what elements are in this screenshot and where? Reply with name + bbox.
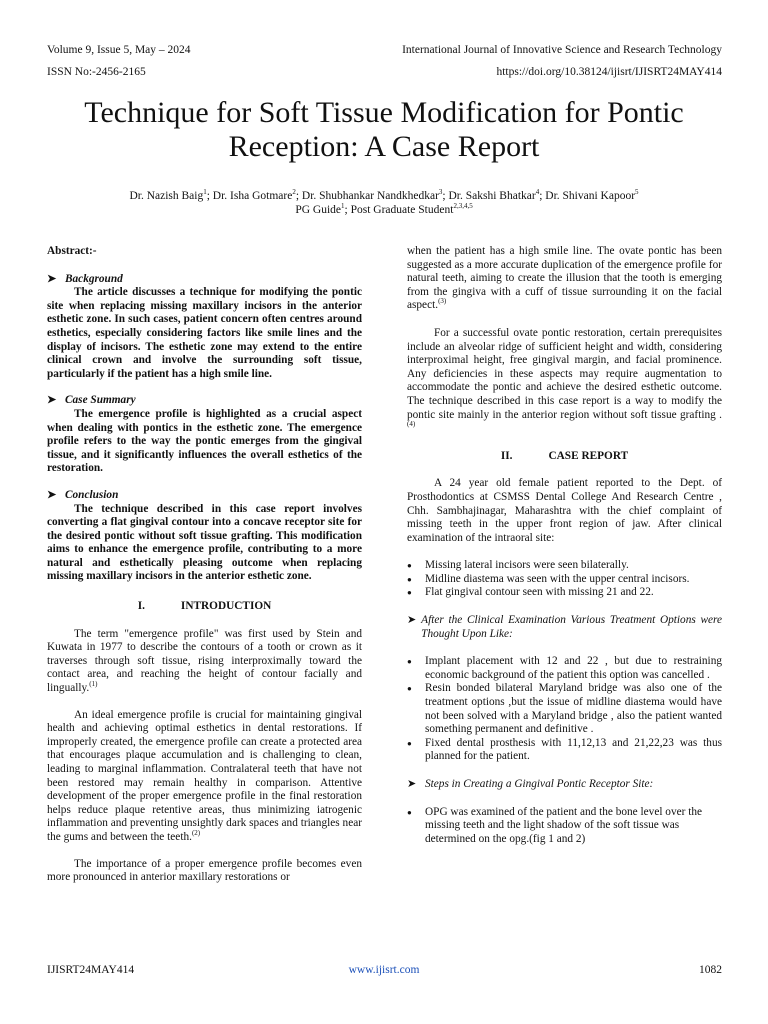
journal-name: International Journal of Innovative Science and Research Technology xyxy=(402,44,722,56)
author-list: Dr. Nazish Baig$^1$; Dr. Isha Gotmare$^2$; Dr. Shubhankar Nandkhedkar$^3$; Dr. Sakshi Bhatkar$^4$; Dr. Shivani Kapoor$^5$ xyxy=(129,188,639,202)
case-summary-heading-label: Case Summary xyxy=(65,394,136,407)
citation-ref: (1) xyxy=(89,680,98,689)
section-title: INTRODUCTION xyxy=(180,600,272,613)
background-text: The article discusses a technique for modifying the pontic site when replacing missing maxillary incisors in the anterior esthetic zone. In such cases, patient concern often centres around esthetics, especially considering factors like smile lines and the display of incisors. The esthetic zone may extend to the entire clinical crown and involve the surrounding soft tissue, particularly if the patient has a high smile line. xyxy=(47,286,362,380)
list-item: ● Missing lateral incisors were seen bilaterally. xyxy=(407,559,722,573)
author-name: Dr. Shivani Kapoor xyxy=(545,190,636,202)
background-heading xyxy=(47,273,362,287)
conclusion-heading xyxy=(47,489,362,503)
affiliation-sup: 1 xyxy=(341,202,345,211)
author-name: Dr. Nazish Baig xyxy=(129,190,204,202)
citation-ref: (3) xyxy=(438,297,447,306)
section-number: I. xyxy=(137,600,145,613)
intro-paragraph-3: The importance of a proper emergence profile becomes even more pronounced in anterior maxillary restorations or xyxy=(47,857,362,884)
list-item: ● Implant placement with 12 and 22 , but due to restraining economic background of the patient this option was cancelled . xyxy=(407,655,722,682)
author-sup: 3 xyxy=(438,188,443,197)
section-title: CASE REPORT xyxy=(548,449,629,462)
list-item: ● Resin bonded bilateral Maryland bridge was also one of the treatment options ,but the issue of midline diastema would have not been solved with a Maryland bridge , also the patient wanted something permanent and definitive . xyxy=(407,682,722,736)
intro-paragraph-2-text: An ideal emergence profile is crucial for maintaining gingival health and achieving optimal esthetics in dental restorations. If improperly created, the emergence profile can create a protected area that encourages plaque accumulation and is challenging to clean, leading to marginal inflammation. Contralateral teeth that have not been restored may remain healthy in comparison. Attentive development of the proper emergence profile in the final restoration helps reduce plaque retentive areas, thus minimizing iatrogenic inflammation and preventing unsightly dark spaces and triangles near the gums and between the teeth. xyxy=(47,708,362,843)
treatment-options-heading xyxy=(407,614,722,641)
affiliation-sup: 2,3,4,5 xyxy=(453,202,473,211)
list-item: ● OPG was examined of the patient and the bone level over the missing teeth and the light shadow of the soft tissue was determined on the opg.(fig 1 and 2) xyxy=(407,806,722,847)
affiliation-student: Post Graduate Student xyxy=(350,204,454,216)
conclusion-heading-label: Conclusion xyxy=(65,488,119,501)
left-column xyxy=(47,245,362,885)
conclusion-text: The technique described in this case report involves converting a flat gingival contour into a concave receptor site for the desired pontic without soft tissue grafting. This modification aims to enhance the emergence profile, contributing to a more natural and esthetically pleasing outcome when replacing missing maxillary incisors in the anterior esthetic zone. xyxy=(47,502,362,583)
affiliations: PG Guide$^1$; Post Graduate Student$^{2,3,4,5}$ xyxy=(295,202,473,216)
affiliation-guide: PG Guide xyxy=(295,204,341,216)
findings-list xyxy=(407,559,722,600)
author-name: Dr. Sakshi Bhatkar xyxy=(448,190,536,202)
list-item: ● Fixed dental prosthesis with 11,12,13 and 21,22,23 was thus planned for the patient. xyxy=(407,737,722,764)
issn: ISSN No:-2456-2165 xyxy=(47,66,146,78)
arrow-bullet-icon: ➤ xyxy=(407,614,417,627)
footer-website-link[interactable]: www.ijisrt.com xyxy=(348,964,420,976)
steps-heading xyxy=(407,778,722,792)
author-sup: 1 xyxy=(203,188,207,197)
background-heading-label: Background xyxy=(65,272,123,285)
arrow-bullet-icon: ➤ xyxy=(47,394,57,407)
steps-list xyxy=(407,806,722,847)
citation-ref: (4) xyxy=(407,420,416,429)
right-column xyxy=(407,245,722,846)
author-sup: 5 xyxy=(635,188,639,197)
abstract-heading: Abstract:- xyxy=(47,245,97,257)
paper-title: Technique for Soft Tissue Modification for Pontic Reception: A Case Report xyxy=(84,96,684,163)
intro-paragraph-3-continued-text: when the patient has a high smile line. The ovate pontic has been suggested as a more accurate duplication of the emergence profile for natural teeth, aiming to create the illusion that the tooth is emerging from the gingiva with a cuff of tissue surrounding it on the facial aspect. xyxy=(407,245,722,312)
intro-paragraph-3-continued xyxy=(407,245,722,313)
author-sup: 2 xyxy=(292,188,296,197)
author-name: Dr. Shubhankar Nandkhedkar xyxy=(301,190,439,202)
introduction-heading xyxy=(47,600,362,614)
page-number: 1082 xyxy=(699,964,722,976)
section-number: II. xyxy=(500,449,513,462)
case-summary-text: The emergence profile is highlighted as a crucial aspect when dealing with pontics in the esthetic zone. The emergence profile refers to the way the pontic emerges from the gingival tissue, and it significantly influences the overall esthetics of the restoration. xyxy=(47,407,362,475)
volume-info: Volume 9, Issue 5, May – 2024 xyxy=(47,44,191,56)
treatment-options-heading-label: After the Clinical Examination Various Treatment Options were Thought Upon Like: xyxy=(421,614,722,640)
list-item: ● Flat gingival contour seen with missing 21 and 22. xyxy=(407,586,722,600)
author-block xyxy=(40,189,728,217)
intro-paragraph-2 xyxy=(47,709,362,845)
intro-paragraph-4-text: For a successful ovate pontic restoration, certain prerequisites include an alveolar ridge of sufficient height and width, considering interproximal height, free gingival margin, and facial prominence. Any deficiencies in these aspects may require augmentation to accommodate the pontic and achieve the desired esthetic outcome. The technique described in this case report is a way to modify the pontic site mainly in the anterior region without soft tissue grafting . xyxy=(407,326,722,421)
intro-paragraph-1 xyxy=(47,628,362,696)
intro-paragraph-1-text: The term "emergence profile" was first used by Stein and Kuwata in 1977 to describe the contours of a tooth or crown as it traverses through soft tissue, rising interproximally toward the contact area, and reaching the height of contour facially and lingually. xyxy=(47,627,362,695)
case-report-heading xyxy=(407,450,722,464)
author-name: Dr. Isha Gotmare xyxy=(212,190,293,202)
case-report-paragraph: A 24 year old female patient reported to the Dept. of Prosthodontics at CSMSS Dental College And Research Centre , Chh. Sambhajinagar, Maharashtra with the chief complaint of missing teeth in the upper front region of jaw. After clinical examination of the intraoral site: xyxy=(407,477,722,544)
author-sup: 4 xyxy=(535,188,540,197)
list-item: ● Midline diastema was seen with the upper central incisors. xyxy=(407,573,722,587)
doi-link[interactable]: https://doi.org/10.38124/ijisrt/IJISRT24MAY414 xyxy=(496,66,722,78)
arrow-bullet-icon: ➤ xyxy=(407,778,417,790)
arrow-bullet-icon: ➤ xyxy=(47,272,57,285)
arrow-bullet-icon: ➤ xyxy=(47,488,57,501)
steps-heading-label: Steps in Creating a Gingival Pontic Receptor Site: xyxy=(425,778,654,790)
citation-ref: (2) xyxy=(191,829,201,838)
intro-paragraph-4 xyxy=(407,327,722,436)
treatment-options-list xyxy=(407,655,722,764)
footer-paper-id: IJISRT24MAY414 xyxy=(47,964,135,976)
case-summary-heading xyxy=(47,394,362,408)
